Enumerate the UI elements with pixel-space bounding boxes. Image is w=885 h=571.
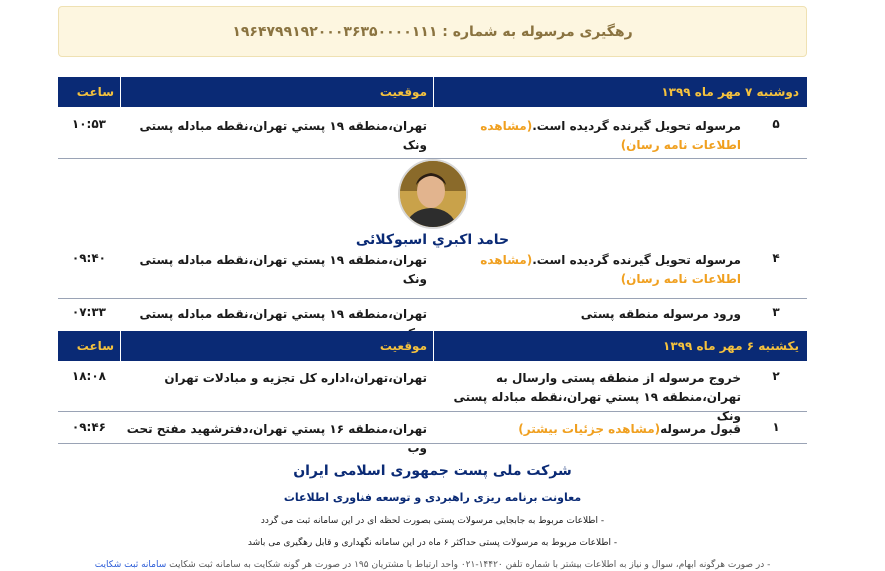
table-header <box>58 77 807 107</box>
complaint-link[interactable]: سامانه ثبت شکایت <box>94 560 167 570</box>
row-description <box>433 361 745 423</box>
table-row <box>58 107 807 159</box>
footer-note: - اطلاعات مربوط به جابجایی مرسولات پستی بصورت لحظه ای در این سامانه ثبت می گردد <box>260 516 605 526</box>
time-header: ساعت <box>76 339 114 353</box>
row-description <box>433 299 745 330</box>
table-row <box>58 412 807 455</box>
view-courier-info-link[interactable]: (مشاهده اطلاعات نامه رسان) <box>480 253 741 286</box>
location-header: موقعیت <box>120 331 433 361</box>
row-location: تهران،منطقه ۱۹ پستي تهران،نقطه مبادله پستی ونک <box>139 253 427 286</box>
time-header: ساعت <box>76 85 114 99</box>
row-description <box>433 412 745 443</box>
courier-avatar <box>398 159 468 229</box>
courier-name: حامد اکبري اسبوکلائی <box>355 232 510 248</box>
tracking-table-day2 <box>58 331 807 455</box>
row-status: مرسوله تحویل گیرنده گردیده است. <box>532 119 741 133</box>
row-status: ورود مرسوله منطقه پستی <box>580 307 741 321</box>
company-title: شرکت ملی پست جمهوری اسلامی ایران <box>293 463 572 479</box>
row-time: ۱۸:۰۸ <box>71 369 106 383</box>
row-description <box>433 251 745 298</box>
row-status: قبول مرسوله <box>660 422 741 436</box>
row-number: ۳ <box>772 305 780 319</box>
view-more-details-link[interactable]: (مشاهده جزئیات بیشتر) <box>518 422 661 436</box>
tracking-title: رهگیری مرسوله به شماره : ۱۹۶۴۷۹۹۱۹۲۰۰۰۳۶۳۵۰۰۰۰۱۱۱ <box>232 23 633 40</box>
footer-note: - اطلاعات مربوط به مرسولات پستی حداکثر ۶ ماه در این سامانه نگهداری و قابل رهگیری می باشد <box>247 538 618 548</box>
row-location: تهران،منطقه ۱۹ پستي تهران،نقطه مبادله پستی <box>139 307 427 321</box>
view-courier-info-link[interactable]: (مشاهده اطلاعات نامه رسان) <box>480 119 741 152</box>
row-status: مرسوله تحویل گیرنده گردیده است. <box>532 253 741 267</box>
table-row <box>58 361 807 423</box>
location-header: موقعیت <box>120 77 433 107</box>
row-location: تهران،تهران،اداره کل تجزیه و مبادلات تهران <box>164 371 427 385</box>
footer-note-text: - در صورت هرگونه ابهام، سوال و نیاز به اطلاعات بیشتر با شماره تلفن ۱۴۴۲۰-۰۲۱ واحد ارتباط با مشتریان ۱۹۵ در صورت هر گونه شکایت به سامانه ثبت شکایت <box>169 560 771 570</box>
row-number: ۵ <box>772 117 780 131</box>
row-description <box>433 107 745 158</box>
tracking-banner <box>58 6 807 57</box>
courier-block <box>58 159 807 251</box>
row-time: ۱۰:۵۳ <box>71 117 106 131</box>
table-row <box>58 299 807 330</box>
table-header <box>58 331 807 361</box>
footer <box>58 463 807 570</box>
row-time: ۰۷:۳۳ <box>71 305 106 319</box>
date-header: دوشنبه ۷ مهر ماه ۱۳۹۹ <box>433 77 807 107</box>
tracking-table-day1 <box>58 77 807 330</box>
table-row <box>58 251 807 299</box>
row-number: ۲ <box>772 369 780 383</box>
date-header: یکشنبه ۶ مهر ماه ۱۳۹۹ <box>433 331 807 361</box>
row-number: ۱ <box>772 420 780 434</box>
row-location: تهران،منطقه ۱۹ پستي تهران،نقطه مبادله پستی ونک <box>139 119 427 152</box>
row-time: ۰۹:۴۶ <box>71 420 106 434</box>
row-time: ۰۹:۴۰ <box>71 251 106 265</box>
footer-note <box>58 560 807 570</box>
department-subtitle: معاونت برنامه ریزی راهبردی و توسعه فناوری اطلاعات <box>283 491 582 504</box>
row-location: تهران،منطقه ۱۶ پستي تهران،دفترشهید مفتح تحت وب <box>126 422 427 455</box>
row-status: خروج مرسوله از منطقه پستی وارسال به تهران،منطقه ۱۹ پستي تهران،نقطه مبادله پستی ونک <box>453 371 741 423</box>
row-number: ۴ <box>772 251 780 265</box>
